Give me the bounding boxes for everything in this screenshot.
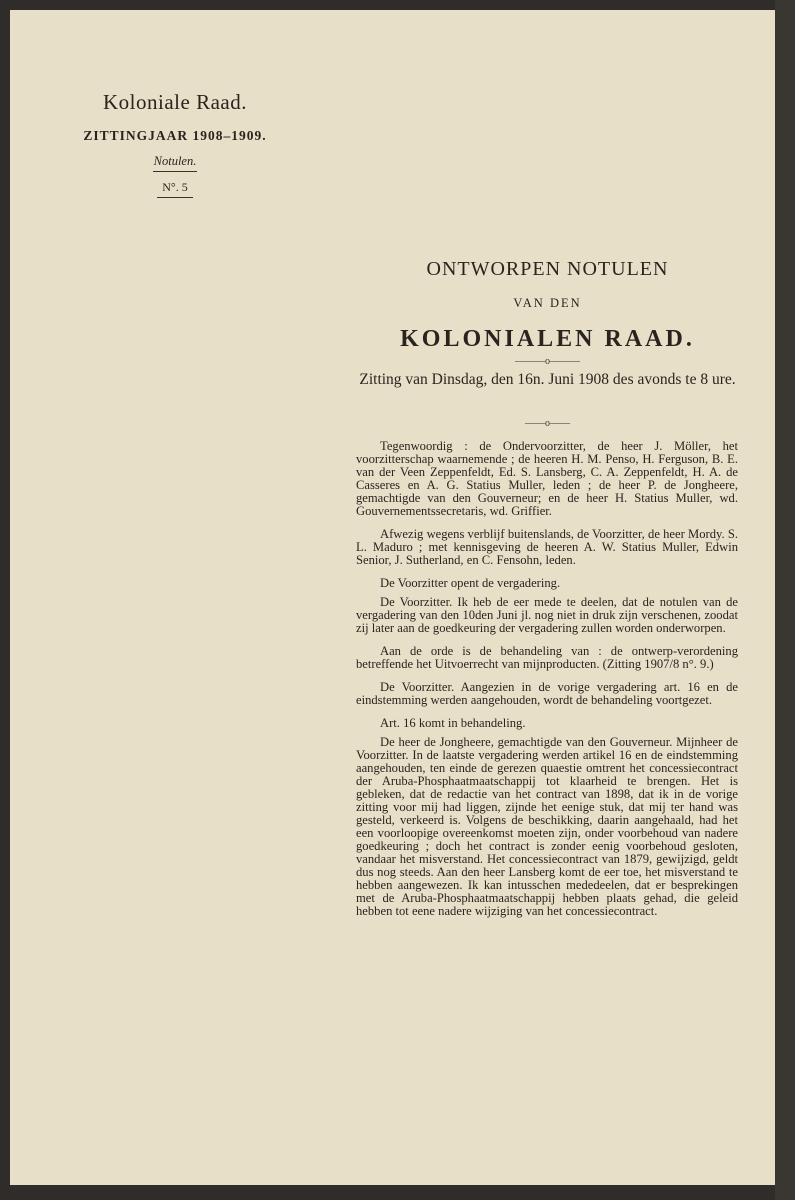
paragraph-continuation: De Voorzitter. Aangezien in de vorige vergadering art. 16 en de eindstemming werden aangehouden, wordt de behandeling voortgezet.: [356, 680, 738, 707]
page-edge: [775, 0, 795, 1200]
session-year: ZITTINGJAAR 1908–1909.: [83, 128, 267, 143]
paragraph-attendance: Tegenwoordig : de Ondervoorzitter, de heer J. Möller, het voorzitterschap waarnemende ; de heeren H. M. Penso, H. Ferguson, B. E. van der Veen Zeppenfeldt, Ed. S. Lansberg, C. A. Zeppenfeldt, H. A. de Casseres en A. G. Statius Muller, leden ; de heer P. de Jongheere, gemachtigde van den Gouverneur; en de heer H. Statius Muller, wd. Gouvernementssecretaris, wd. Griffier.: [356, 439, 738, 518]
document-header: [0, 90, 350, 198]
divider: [153, 171, 197, 172]
section-label: Notulen.: [153, 154, 197, 168]
title-line-1: ONTWORPEN NOTULEN: [426, 258, 669, 280]
title-line-2: VAN DEN: [513, 296, 582, 310]
council-name: Koloniale Raad.: [103, 90, 247, 114]
divider: [157, 197, 193, 198]
paragraph-announcement: De Voorzitter. Ik heb de eer mede te deelen, dat de notulen van de vergadering van den 10den Juni jl. nog niet in druk zijn verschenen, zoodat zij later aan de goedkeuring der vergadering zullen worden onderworpen.: [356, 595, 738, 635]
paragraph-article: Art. 16 komt in behandeling.: [380, 716, 526, 730]
minutes-body: [356, 440, 738, 928]
meeting-separator: ——o——: [525, 418, 570, 429]
document-number: N°. 5: [162, 180, 188, 194]
meeting-line: Zitting van Dinsdag, den 16n. Juni 1908 des avonds te 8 ure.: [359, 371, 736, 388]
paragraph-speech: De heer de Jongheere, gemachtigde van den Gouverneur. Mijnheer de Voorzitter. In de laatste vergadering werden artikel 16 en de eindstemming aangehouden, ten einde de gerezen quaestie omtrent het concessiecontract der Aruba-Phosphaatmaatschappij tot klaarheid te brengen. Het is gebleken, dat de redactie van het contract van 1898, dat ik in de vorige zitting voor mij had liggen, zijnde het eenige stuk, dat mij ter hand was gesteld, verkeerd is. Volgens de beschikking, daarin aangehaald, had het een voorloopige overeenkomst moeten zijn, onder voorbehoud van nadere goedkeuring ; doch het contract is zonder eenig voorbehoud gesloten, vandaar het misverstand. Het concessiecontract van 1879, gewijzigd, geldt dus nog steeds. Aan den heer Lansberg komt de eer toe, het misverstand te hebben aangewezen. Ik kan intusschen mededeelen, dat er besprekingen met de Aruba-Phosphaatmaatschappij hebben plaats gehad, die geleid hebben tot eene nadere wijziging van het concessiecontract.: [356, 735, 738, 918]
paragraph-agenda: Aan de orde is de behandeling van : de ontwerp-verordening betreffende het Uitvoerrecht van mijnproducten. (Zitting 1907/8 n°. 9.): [356, 644, 738, 671]
title-line-3: KOLONIALEN RAAD.: [400, 326, 695, 352]
paragraph-absent: Afwezig wegens verblijf buitenslands, de Voorzitter, de heer Mordy. S. L. Maduro ; met kennisgeving de heeren A. W. Statius Muller, Edwin Senior, J. Sutherland, en C. Fensohn, leden.: [356, 527, 738, 567]
paragraph-opening: De Voorzitter opent de vergadering.: [380, 576, 561, 590]
title-separator: ———o———: [515, 356, 580, 367]
